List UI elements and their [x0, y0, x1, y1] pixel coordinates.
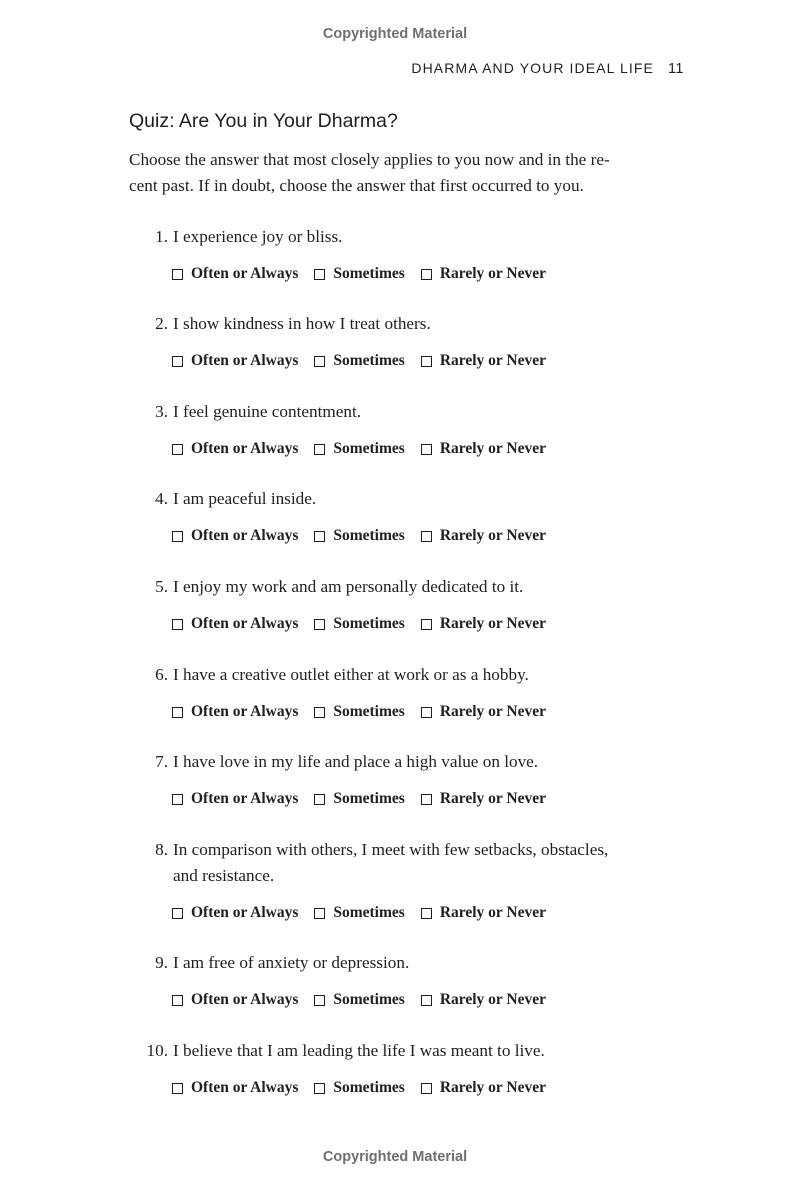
checkbox-rarely-or-never[interactable]	[421, 707, 432, 718]
page-number: 11	[667, 61, 684, 77]
option-rarely-or-never[interactable]	[421, 900, 546, 926]
question-number: 2.	[155, 314, 168, 333]
answer-options	[172, 523, 689, 549]
question-item	[129, 950, 689, 1013]
answer-options	[172, 699, 689, 725]
option-label: Sometimes	[333, 1079, 405, 1096]
option-label: Often or Always	[191, 790, 299, 807]
checkbox-rarely-or-never[interactable]	[421, 794, 432, 805]
question-number: 8.	[155, 840, 168, 859]
option-label: Rarely or Never	[439, 527, 546, 544]
option-label: Often or Always	[191, 1079, 299, 1096]
option-label: Sometimes	[333, 703, 405, 720]
option-label: Sometimes	[333, 440, 405, 457]
option-label: Sometimes	[333, 352, 405, 369]
option-sometimes[interactable]	[314, 436, 404, 462]
checkbox-sometimes[interactable]	[314, 444, 325, 455]
answer-options	[172, 348, 689, 374]
checkbox-sometimes[interactable]	[314, 531, 325, 542]
answer-options	[172, 261, 689, 287]
running-head	[411, 60, 684, 77]
option-often-or-always[interactable]	[172, 523, 298, 549]
answer-options	[172, 436, 689, 462]
question-line	[129, 399, 689, 425]
option-rarely-or-never[interactable]	[421, 987, 546, 1013]
option-sometimes[interactable]	[314, 1075, 404, 1101]
question-item	[129, 224, 689, 287]
question-item	[129, 486, 689, 549]
checkbox-rarely-or-never[interactable]	[421, 908, 432, 919]
option-often-or-always[interactable]	[172, 436, 298, 462]
question-text: I believe that I am leading the life I was meant to live.	[173, 1041, 545, 1060]
question-line	[129, 662, 689, 688]
option-rarely-or-never[interactable]	[421, 786, 546, 812]
checkbox-rarely-or-never[interactable]	[421, 269, 432, 280]
question-text: I have love in my life and place a high value on love.	[173, 752, 539, 771]
option-sometimes[interactable]	[314, 900, 404, 926]
option-label: Often or Always	[191, 265, 299, 282]
option-label: Rarely or Never	[439, 352, 546, 369]
checkbox-often-or-always[interactable]	[172, 619, 183, 630]
option-label: Rarely or Never	[439, 904, 546, 921]
question-line	[129, 1038, 689, 1064]
question-line	[129, 863, 689, 889]
answer-options	[172, 1075, 689, 1101]
option-sometimes[interactable]	[314, 261, 404, 287]
chapter-title: DHARMA AND YOUR IDEAL LIFE	[411, 60, 654, 76]
option-often-or-always[interactable]	[172, 786, 298, 812]
option-sometimes[interactable]	[314, 786, 404, 812]
question-text: In comparison with others, I meet with few setbacks, obstacles,	[173, 840, 609, 859]
option-label: Often or Always	[191, 703, 299, 720]
checkbox-sometimes[interactable]	[314, 269, 325, 280]
question-item	[129, 1038, 689, 1101]
copyright-watermark-bottom: Copyrighted Material	[322, 1149, 468, 1165]
option-rarely-or-never[interactable]	[421, 699, 546, 725]
option-sometimes[interactable]	[314, 348, 404, 374]
question-text: I show kindness in how I treat others.	[173, 314, 431, 333]
option-label: Sometimes	[333, 265, 405, 282]
option-label: Often or Always	[191, 991, 299, 1008]
question-text: I feel genuine contentment.	[173, 402, 362, 421]
question-line	[129, 224, 689, 250]
option-label: Rarely or Never	[439, 440, 546, 457]
checkbox-often-or-always[interactable]	[172, 269, 183, 280]
checkbox-sometimes[interactable]	[314, 794, 325, 805]
option-label: Rarely or Never	[439, 615, 546, 632]
checkbox-often-or-always[interactable]	[172, 908, 183, 919]
option-often-or-always[interactable]	[172, 261, 298, 287]
question-text: I am peaceful inside.	[173, 489, 317, 508]
answer-options	[172, 786, 689, 812]
question-number: 5.	[155, 577, 168, 596]
option-rarely-or-never[interactable]	[421, 436, 546, 462]
option-rarely-or-never[interactable]	[421, 261, 546, 287]
checkbox-sometimes[interactable]	[314, 619, 325, 630]
question-line	[129, 749, 689, 775]
quiz-instructions	[129, 147, 689, 199]
option-rarely-or-never[interactable]	[421, 611, 546, 637]
checkbox-rarely-or-never[interactable]	[421, 531, 432, 542]
question-item	[129, 749, 689, 812]
option-label: Rarely or Never	[439, 790, 546, 807]
option-rarely-or-never[interactable]	[421, 348, 546, 374]
checkbox-sometimes[interactable]	[314, 1083, 325, 1094]
question-item	[129, 399, 689, 462]
option-often-or-always[interactable]	[172, 1075, 298, 1101]
option-label: Sometimes	[333, 991, 405, 1008]
option-sometimes[interactable]	[314, 987, 404, 1013]
question-line	[129, 837, 689, 863]
question-number: 4.	[155, 489, 168, 508]
question-text: and resistance.	[173, 866, 275, 885]
option-label: Rarely or Never	[439, 1079, 546, 1096]
question-text: I have a creative outlet either at work or as a hobby.	[173, 665, 529, 684]
question-text: I experience joy or bliss.	[173, 227, 343, 246]
quiz-title: Quiz: Are You in Your Dharma?	[129, 110, 398, 132]
checkbox-rarely-or-never[interactable]	[421, 619, 432, 630]
option-often-or-always[interactable]	[172, 348, 298, 374]
checkbox-rarely-or-never[interactable]	[421, 356, 432, 367]
option-label: Often or Always	[191, 615, 299, 632]
checkbox-sometimes[interactable]	[314, 908, 325, 919]
instructions-line-1: Choose the answer that most closely applies to you now and in the re-	[129, 150, 610, 169]
checkbox-often-or-always[interactable]	[172, 1083, 183, 1094]
option-sometimes[interactable]	[314, 611, 404, 637]
answer-options	[172, 900, 689, 926]
option-sometimes[interactable]	[314, 699, 404, 725]
question-line	[129, 486, 689, 512]
question-line	[129, 311, 689, 337]
checkbox-often-or-always[interactable]	[172, 444, 183, 455]
question-item	[129, 574, 689, 637]
option-label: Sometimes	[333, 527, 405, 544]
question-text: I enjoy my work and am personally dedicated to it.	[173, 577, 524, 596]
option-label: Sometimes	[333, 790, 405, 807]
option-often-or-always[interactable]	[172, 611, 298, 637]
checkbox-sometimes[interactable]	[314, 356, 325, 367]
copyright-watermark-top: Copyrighted Material	[322, 26, 468, 42]
option-label: Often or Always	[191, 440, 299, 457]
question-number: 1.	[155, 227, 168, 246]
option-often-or-always[interactable]	[172, 987, 298, 1013]
checkbox-rarely-or-never[interactable]	[421, 444, 432, 455]
option-label: Often or Always	[191, 527, 299, 544]
option-label: Rarely or Never	[439, 703, 546, 720]
answer-options	[172, 611, 689, 637]
question-text: I am free of anxiety or depression.	[173, 953, 410, 972]
checkbox-sometimes[interactable]	[314, 707, 325, 718]
question-number: 6.	[155, 665, 168, 684]
checkbox-often-or-always[interactable]	[172, 707, 183, 718]
question-line	[129, 950, 689, 976]
question-number: 3.	[155, 402, 168, 421]
option-sometimes[interactable]	[314, 523, 404, 549]
option-rarely-or-never[interactable]	[421, 523, 546, 549]
checkbox-often-or-always[interactable]	[172, 531, 183, 542]
checkbox-rarely-or-never[interactable]	[421, 995, 432, 1006]
checkbox-rarely-or-never[interactable]	[421, 1083, 432, 1094]
instructions-line-2: cent past. If in doubt, choose the answer that first occurred to you.	[129, 176, 584, 195]
option-often-or-always[interactable]	[172, 900, 298, 926]
answer-options	[172, 987, 689, 1013]
question-number	[129, 863, 173, 889]
option-label: Rarely or Never	[439, 265, 546, 282]
checkbox-often-or-always[interactable]	[172, 356, 183, 367]
checkbox-often-or-always[interactable]	[172, 995, 183, 1006]
option-label: Often or Always	[191, 904, 299, 921]
question-item	[129, 311, 689, 374]
question-line	[129, 574, 689, 600]
option-often-or-always[interactable]	[172, 699, 298, 725]
checkbox-often-or-always[interactable]	[172, 794, 183, 805]
question-number: 9.	[155, 953, 168, 972]
checkbox-sometimes[interactable]	[314, 995, 325, 1006]
option-label: Sometimes	[333, 904, 405, 921]
question-number: 7.	[155, 752, 168, 771]
question-number: 10.	[146, 1041, 168, 1060]
option-label: Rarely or Never	[439, 991, 546, 1008]
question-item	[129, 837, 689, 926]
option-label: Often or Always	[191, 352, 299, 369]
option-label: Sometimes	[333, 615, 405, 632]
option-rarely-or-never[interactable]	[421, 1075, 546, 1101]
question-item	[129, 662, 689, 725]
